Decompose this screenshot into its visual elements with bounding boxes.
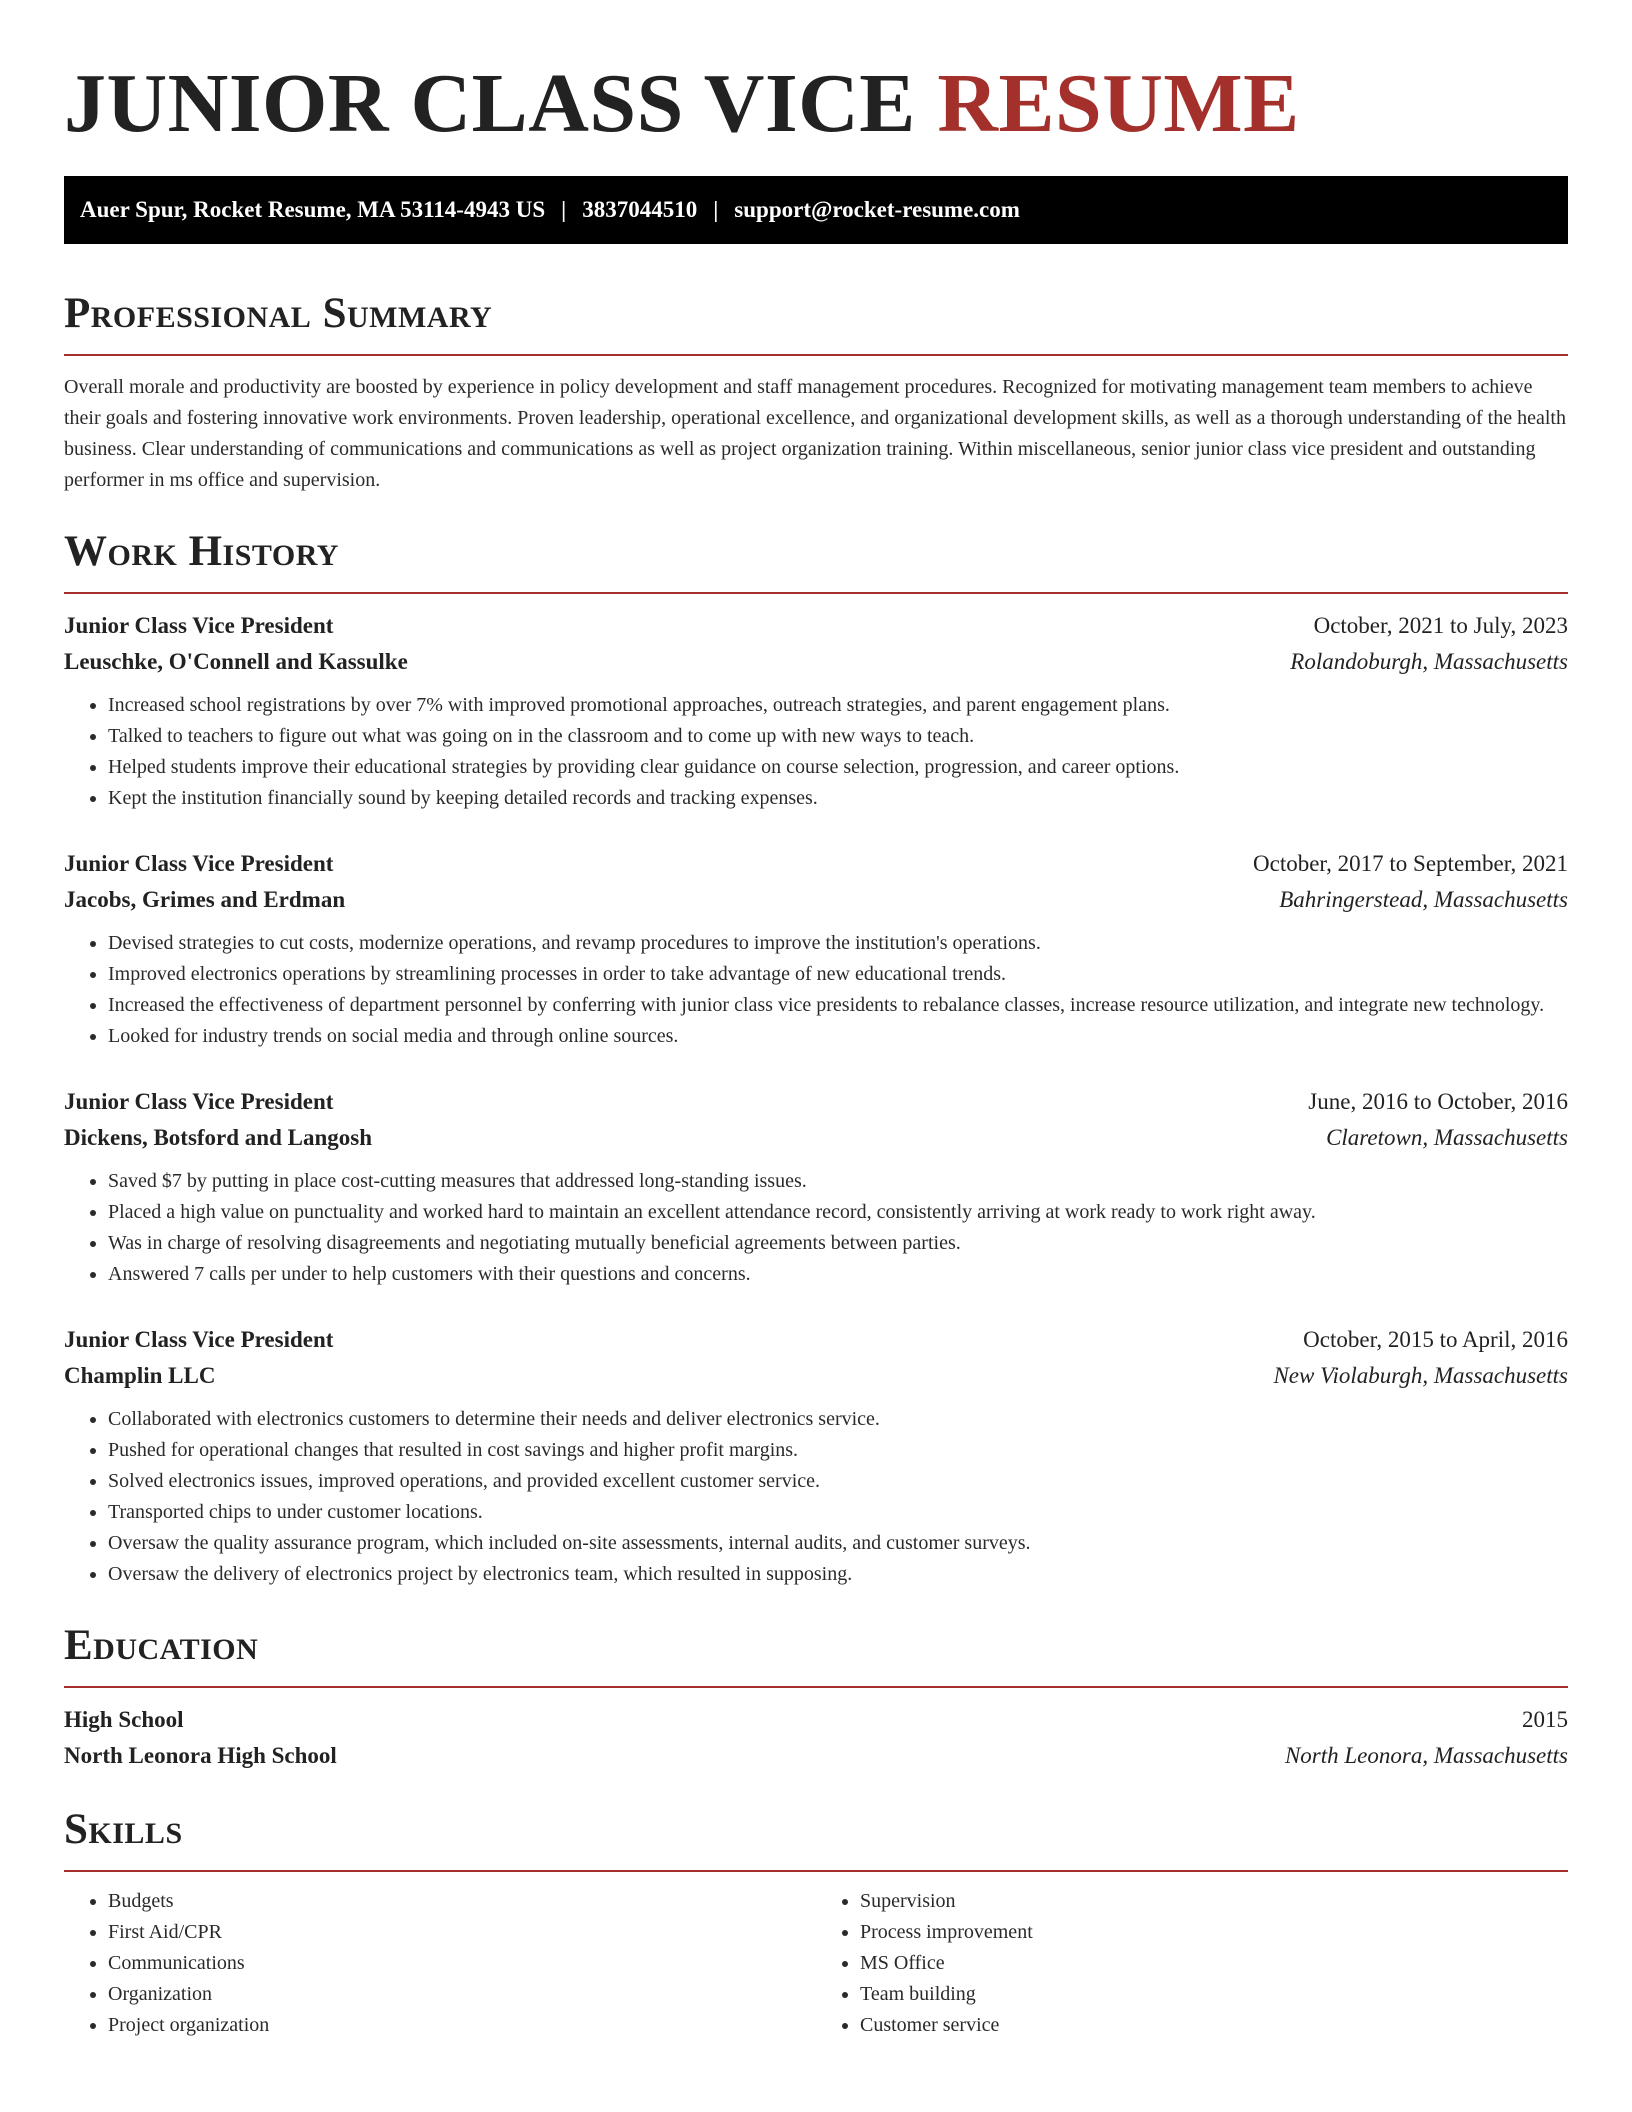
job-entry <box>64 608 1568 814</box>
job-header-row <box>64 608 1568 644</box>
job-company-row <box>64 644 1568 680</box>
skill-item: • Communications <box>108 1948 816 1979</box>
job-dates: October, 2021 to July, 2023 <box>1313 613 1568 638</box>
skills-section <box>64 1802 1568 2041</box>
job-entry <box>64 1322 1568 1590</box>
job-list <box>64 608 1568 1590</box>
skills-grid <box>64 1886 1568 2041</box>
education-heading: Education <box>64 1622 259 1669</box>
education-school: North Leonora High School <box>64 1743 337 1768</box>
job-header-row <box>64 1322 1568 1358</box>
skill-item: • Budgets <box>108 1886 816 1917</box>
job-dates: June, 2016 to October, 2016 <box>1308 1089 1568 1114</box>
job-bullet: • Increased school registrations by over 7% with improved promotional approaches, outreach strategies, and parent engagement plans. <box>108 690 1568 721</box>
title-main: JUNIOR CLASS VICE <box>64 57 916 150</box>
job-bullets <box>64 1404 1568 1590</box>
job-company: Jacobs, Grimes and Erdman <box>64 887 346 912</box>
section-divider <box>64 1686 1568 1688</box>
job-company: Leuschke, O'Connell and Kassulke <box>64 649 408 674</box>
work-history-heading: Work History <box>64 528 339 575</box>
skill-item: • Team building <box>860 1979 1568 2010</box>
skill-item: • Process improvement <box>860 1917 1568 1948</box>
job-company-row <box>64 882 1568 918</box>
job-bullet: • Was in charge of resolving disagreements and negotiating mutually beneficial agreements between parties. <box>108 1228 1568 1259</box>
job-company-row <box>64 1358 1568 1394</box>
job-title: Junior Class Vice President <box>64 1089 334 1114</box>
job-company-row <box>64 1120 1568 1156</box>
job-bullet: • Improved electronics operations by streamlining processes in order to take advantage of new educational trends. <box>108 959 1568 990</box>
job-location: New Violaburgh, Massachusetts <box>1273 1363 1568 1388</box>
job-location: Rolandoburgh, Massachusetts <box>1290 649 1568 674</box>
job-location: Claretown, Massachusetts <box>1326 1125 1568 1150</box>
title-accent: RESUME <box>937 57 1300 150</box>
job-bullet: • Collaborated with electronics customers to determine their needs and deliver electronics service. <box>108 1404 1568 1435</box>
skills-heading: Skills <box>64 1806 183 1853</box>
job-bullet: • Increased the effectiveness of department personnel by conferring with junior class vice presidents to rebalance classes, increase resource utilization, and integrate new technology. <box>108 990 1568 1021</box>
skill-item: • Supervision <box>860 1886 1568 1917</box>
job-bullet: • Transported chips to under customer locations. <box>108 1497 1568 1528</box>
job-bullet: • Devised strategies to cut costs, modernize operations, and revamp procedures to improve the institution's operations. <box>108 928 1568 959</box>
job-entry <box>64 846 1568 1052</box>
job-title: Junior Class Vice President <box>64 851 334 876</box>
skill-item: • Organization <box>108 1979 816 2010</box>
job-bullets <box>64 690 1568 814</box>
skill-item: • Customer service <box>860 2010 1568 2041</box>
education-section <box>64 1618 1568 1774</box>
job-entry <box>64 1084 1568 1290</box>
education-row <box>64 1702 1568 1738</box>
section-divider <box>64 354 1568 356</box>
education-degree: High School <box>64 1707 184 1732</box>
job-bullet: • Answered 7 calls per under to help customers with their questions and concerns. <box>108 1259 1568 1290</box>
contact-bar <box>64 176 1568 244</box>
education-year: 2015 <box>1522 1707 1568 1732</box>
job-company: Dickens, Botsford and Langosh <box>64 1125 373 1150</box>
section-divider <box>64 592 1568 594</box>
education-location: North Leonora, Massachusetts <box>1284 1743 1568 1768</box>
section-divider <box>64 1870 1568 1872</box>
job-title: Junior Class Vice President <box>64 613 334 638</box>
job-location: Bahringerstead, Massachusetts <box>1279 887 1568 912</box>
contact-separator: | <box>713 197 719 222</box>
skills-list-left <box>64 1886 816 2041</box>
education-row <box>64 1738 1568 1774</box>
job-bullet: • Talked to teachers to figure out what was going on in the classroom and to come up with new ways to teach. <box>108 721 1568 752</box>
job-dates: October, 2015 to April, 2016 <box>1303 1327 1568 1352</box>
summary-heading: Professional Summary <box>64 290 493 337</box>
job-bullet: • Looked for industry trends on social media and through online sources. <box>108 1021 1568 1052</box>
job-bullets <box>64 1166 1568 1290</box>
contact-address: Auer Spur, Rocket Resume, MA 53114-4943 US <box>80 197 546 222</box>
skill-item: • MS Office <box>860 1948 1568 1979</box>
skill-item: • First Aid/CPR <box>108 1917 816 1948</box>
job-bullet: • Saved $7 by putting in place cost-cutting measures that addressed long-standing issues. <box>108 1166 1568 1197</box>
contact-separator: | <box>561 197 567 222</box>
job-bullets <box>64 928 1568 1052</box>
job-title: Junior Class Vice President <box>64 1327 334 1352</box>
job-bullet: • Helped students improve their educational strategies by providing clear guidance on course selection, progression, and career options. <box>108 752 1568 783</box>
job-bullet: • Pushed for operational changes that resulted in cost savings and higher profit margins. <box>108 1435 1568 1466</box>
skills-list-right <box>816 1886 1568 2041</box>
job-bullet: • Oversaw the delivery of electronics project by electronics team, which resulted in supposing. <box>108 1559 1568 1590</box>
resume-title <box>64 0 1568 176</box>
summary-section <box>64 286 1568 496</box>
skill-item: • Project organization <box>108 2010 816 2041</box>
job-header-row <box>64 846 1568 882</box>
job-bullet: • Placed a high value on punctuality and worked hard to maintain an excellent attendance record, consistently arriving at work ready to work right away. <box>108 1197 1568 1228</box>
job-bullet: • Oversaw the quality assurance program, which included on-site assessments, internal audits, and customer surveys. <box>108 1528 1568 1559</box>
contact-email: support@rocket-resume.com <box>734 197 1020 222</box>
summary-text: Overall morale and productivity are boosted by experience in policy development and staff management procedures. Recognized for motivating management team members to achieve their goals and fostering innovative work environments. Proven leadership, operational excellence, and organizational development skills, as well as a thorough understanding of the health business. Clear understanding of communications and communications as well as project organization training. Within miscellaneous, senior junior class vice president and outstanding performer in ms office and supervision. <box>64 376 1566 491</box>
contact-phone: 3837044510 <box>582 197 698 222</box>
work-history-section <box>64 524 1568 1590</box>
job-dates: October, 2017 to September, 2021 <box>1253 851 1568 876</box>
job-bullet: • Kept the institution financially sound by keeping detailed records and tracking expenses. <box>108 783 1568 814</box>
job-header-row <box>64 1084 1568 1120</box>
job-bullet: • Solved electronics issues, improved operations, and provided excellent customer service. <box>108 1466 1568 1497</box>
job-company: Champlin LLC <box>64 1363 216 1388</box>
